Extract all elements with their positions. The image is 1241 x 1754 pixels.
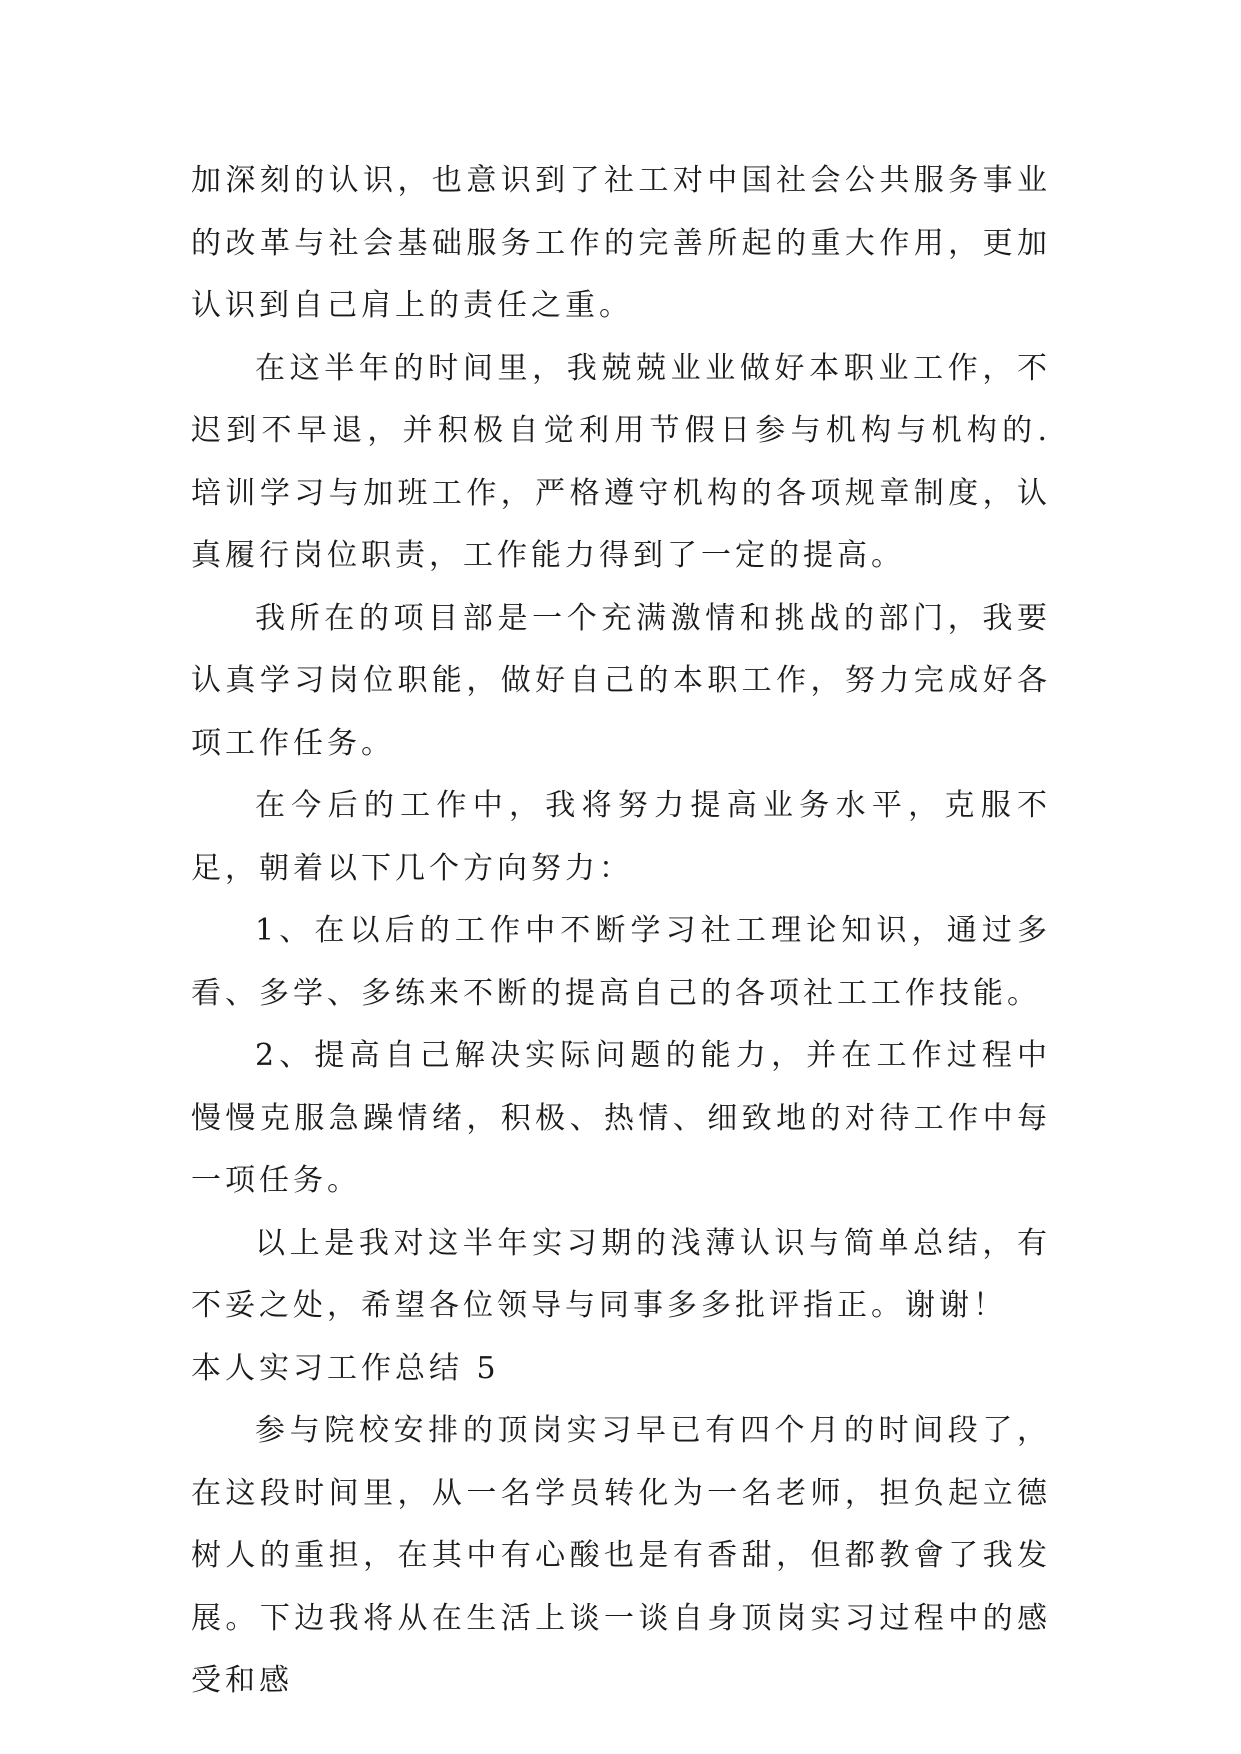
paragraph-future-direction: 在今后的工作中，我将努力提高业务水平，克服不足，朝着以下几个方向努力： (191, 788, 1051, 886)
paragraph-item-1: 1、在以后的工作中不断学习社工理论知识，通过多看、多学、多练来不断的提高自己的各项社工工作技能。 (191, 913, 1051, 1011)
document-body (191, 150, 1051, 1713)
paragraph-project-department: 我所在的项目部是一个充满激情和挑战的部门，我要认真学习岗位职能，做好自己的本职工作，努力完成好各项工作任务。 (191, 600, 1051, 761)
paragraph-continuation: 加深刻的认识，也意识到了社工对中国社会公共服务事业的改革与社会基础服务工作的完善所起的重大作用，更加认识到自己肩上的责任之重。 (191, 163, 1051, 323)
paragraph-internship-intro: 参与院校安排的顶岗实习早已有四个月的时间段了，在这段时间里，从一名学员转化为一名老师，担负起立德树人的重担，在其中有心酸也是有香甜，但都教會了我发展。下边我将从在生活上谈一谈自身顶岗实习过程中的感受和感 (191, 1413, 1051, 1698)
paragraph-item-2: 2、提高自己解决实际问题的能力，并在工作过程中慢慢克服急躁情绪，积极、热情、细致地的对待工作中每一项任务。 (191, 1038, 1051, 1198)
paragraph-work-attitude: 在这半年的时间里，我兢兢业业做好本职业工作，不迟到不早退，并积极自觉利用节假日参与机构与机构的.培训学习与加班工作，严格遵守机构的各项规章制度，认真履行岗位职责，工作能力得到了一定的提高。 (191, 350, 1051, 573)
paragraph-conclusion: 以上是我对这半年实习期的浅薄认识与简单总结，有不妥之处，希望各位领导与同事多多批评指正。谢谢！ (191, 1225, 1051, 1323)
section-heading: 本人实习工作总结 5 (191, 1350, 500, 1386)
